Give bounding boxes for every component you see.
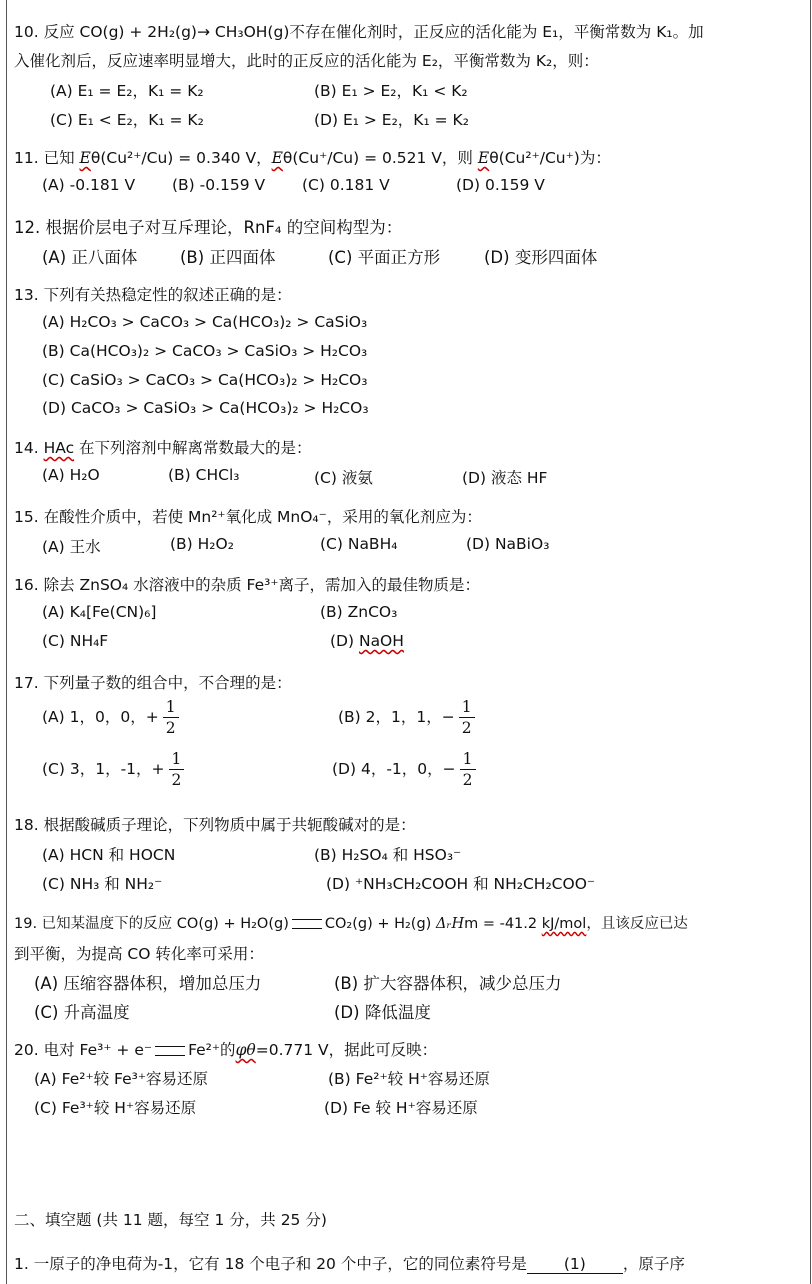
q18-option-a[interactable]: (A) HCN 和 HOCN [42,846,176,864]
q15-stem: 15. 在酸性介质中，若使 Mn²⁺氧化成 MnO₄⁻，采用的氧化剂应为： [14,508,482,526]
q11-option-d[interactable]: (D) 0.159 V [456,176,545,194]
q17-option-a-text: (A) 1，0，0，+ [42,708,159,726]
q20-option-a[interactable]: (A) Fe²⁺较 Fe³⁺容易还原 [34,1070,209,1088]
q17-option-c-fraction [169,749,185,790]
q10-option-c[interactable]: (C) E₁ < E₂，K₁ = K₂ [50,111,204,129]
q14-number: 14. [14,439,44,457]
q13-option-b[interactable]: (B) Ca(HCO₃)₂ > CaCO₃ > CaSiO₃ > H₂CO₃ [42,342,368,360]
q16-option-b[interactable]: (B) ZnCO₃ [320,603,398,621]
q11-potential-symbol-1: E [79,149,91,167]
q10-option-d[interactable]: (D) E₁ > E₂，K₁ = K₂ [314,111,469,129]
q16-option-d-text: NaOH [358,632,404,650]
q14-stem [14,436,312,458]
q14-option-d[interactable]: (D) 液态 HF [462,469,548,487]
q13-option-d[interactable]: (D) CaCO₃ > CaSiO₃ > Ca(HCO₃)₂ > H₂CO₃ [42,399,369,417]
question-14 [14,436,802,490]
q19-stem-line2: 到平衡，为提高 CO 转化率可采用： [14,945,264,963]
question-11 [14,146,802,198]
q11-potential-symbol-3: E [477,149,490,167]
q14-option-a[interactable]: (A) H₂O [42,466,100,484]
q16-option-d[interactable] [330,632,404,650]
q11-stem-part-b: θ(Cu²⁺/Cu) = 0.340 V， [90,149,272,167]
q13-option-a[interactable]: (A) H₂CO₃ > CaCO₃ > Ca(HCO₃)₂ > CaSiO₃ [42,313,368,331]
q18-option-c[interactable]: (C) NH₃ 和 NH₂⁻ [42,875,163,893]
q19-option-a[interactable]: (A) 压缩容器体积，增加总压力 [34,974,262,993]
fraction-denominator: 2 [461,719,472,737]
q16-stem: 16. 除去 ZnSO₄ 水溶液中的杂质 Fe³⁺离子，需加入的最佳物质是： [14,576,481,594]
q18-option-b[interactable]: (B) H₂SO₄ 和 HSO₃⁻ [314,846,462,864]
fraction-denominator: 2 [462,771,473,789]
q19-stem-line1 [14,912,688,933]
q11-option-b[interactable]: (B) -0.159 V [172,176,266,194]
q17-option-a-fraction [163,697,179,738]
question-15 [14,505,802,559]
q10-option-b[interactable]: (B) E₁ > E₂，K₁ < K₂ [314,82,468,100]
q14-option-b[interactable]: (B) CHCl₃ [168,466,240,484]
q17-stem: 17. 下列量子数的组合中，不合理的是： [14,674,292,692]
q12-option-c[interactable]: (C) 平面正方形 [328,248,441,267]
q11-option-a[interactable]: (A) -0.181 V [42,176,136,194]
q10-stem-line1: 10. 反应 CO(g) + 2H₂(g)→ CH₃OH(g)不存在催化剂时，正反应的活化能为 E₁，平衡常数为 K₁。加 [14,23,704,41]
q15-option-b[interactable]: (B) H₂O₂ [170,535,234,553]
fill-question-1 [14,1252,802,1276]
question-20 [14,1038,802,1122]
q20-stem-part-b: Fe²⁺的 [188,1041,236,1059]
question-13 [14,283,802,421]
q19-enthalpy-unit: kJ/mol [541,916,587,932]
q17-option-a[interactable] [42,697,179,738]
fill-1-text-a: 1. 一原子的净电荷为-1，它有 18 个电子和 20 个中子，它的同位素符号是 [14,1255,527,1273]
question-19 [14,912,802,1026]
q20-option-b[interactable]: (B) Fe²⁺较 H⁺容易还原 [328,1070,490,1088]
q19-enthalpy-value: m = -41.2 [464,916,542,932]
q17-option-d-text: (D) 4，-1，0，− [332,760,456,778]
q16-option-d-label: (D) [330,632,359,650]
q14-option-c[interactable]: (C) 液氨 [314,469,373,487]
q17-option-b-fraction [459,697,475,738]
q11-stem-part-d: θ(Cu²⁺/Cu⁺)为： [489,149,611,167]
q17-option-b-text: (B) 2，1，1，− [338,708,455,726]
q11-stem [14,146,611,168]
q12-option-a[interactable]: (A) 正八面体 [42,248,138,267]
q20-option-c[interactable]: (C) Fe³⁺较 H⁺容易还原 [34,1099,197,1117]
q13-option-c[interactable]: (C) CaSiO₃ > CaCO₃ > Ca(HCO₃)₂ > H₂CO₃ [42,371,368,389]
q18-option-d[interactable]: (D) ⁺NH₃CH₂COOH 和 NH₂CH₂COO⁻ [326,875,596,893]
q18-stem: 18. 根据酸碱质子理论，下列物质中属于共轭酸碱对的是： [14,816,416,834]
q15-option-c[interactable]: (C) NaBH₄ [320,535,398,553]
equilibrium-arrow-icon [155,1046,185,1056]
q20-option-d[interactable]: (D) Fe 较 H⁺容易还原 [324,1099,478,1117]
q13-stem: 13. 下列有关热稳定性的叙述正确的是： [14,286,292,304]
fill-1-stem [14,1252,685,1274]
q19-enthalpy-symbol: ΔᵣH [435,916,465,932]
q10-stem-line2: 入催化剂后，反应速率明显增大，此时的正反应的活化能为 E₂，平衡常数为 K₂，则： [14,52,599,70]
question-16 [14,573,802,655]
q19-stem-part-a: 19. 已知某温度下的反应 CO(g) + H₂O(g) [14,916,289,932]
q15-option-a[interactable]: (A) 王水 [42,538,101,556]
q14-stem-text: 在下列溶剂中解离常数最大的是： [74,439,312,457]
q11-potential-symbol-2: E [271,149,283,167]
question-12 [14,214,802,268]
q17-option-d[interactable] [332,749,476,790]
q14-hac-term: HAc [43,439,75,457]
q10-option-a[interactable]: (A) E₁ = E₂，K₁ = K₂ [50,82,204,100]
fraction-numerator: 1 [169,749,185,770]
q17-option-c-text: (C) 3，1，-1，+ [42,760,165,778]
section-2-title: 二、填空题 (共 11 题，每空 1 分，共 25 分) [14,1211,327,1229]
fraction-numerator: 1 [459,697,475,718]
fraction-denominator: 2 [171,771,182,789]
q20-stem-part-c: =0.771 V，据此可反映： [255,1041,438,1059]
fraction-numerator: 1 [163,697,179,718]
q19-option-c[interactable]: (C) 升高温度 [34,1003,130,1022]
fill-1-blank[interactable]: (1) [527,1255,623,1274]
fraction-denominator: 2 [165,719,176,737]
q19-option-b[interactable]: (B) 扩大容器体积，减少总压力 [334,974,562,993]
question-18 [14,813,802,895]
q11-stem-part-a: 11. 已知 [14,149,80,167]
fill-1-text-b: ，原子序 [622,1255,685,1273]
q19-stem-part-b: CO₂(g) + H₂(g) [324,916,436,932]
q19-option-d[interactable]: (D) 降低温度 [334,1003,431,1022]
q11-option-c[interactable]: (C) 0.181 V [302,176,390,194]
section-2-header [14,1208,802,1232]
question-17 [14,671,802,803]
q12-option-b[interactable]: (B) 正四面体 [180,248,276,267]
equilibrium-arrow-icon [292,919,322,929]
q12-option-d[interactable]: (D) 变形四面体 [484,248,598,267]
q20-stem-part-a: 20. 电对 Fe³⁺ + e⁻ [14,1041,153,1059]
q15-option-d[interactable]: (D) NaBiO₃ [466,535,550,553]
q12-stem: 12. 根据价层电子对互斥理论，RnF₄ 的空间构型为： [14,218,403,237]
question-10 [14,20,802,130]
fraction-numerator: 1 [460,749,476,770]
q20-potential-symbol: φθ [235,1041,256,1059]
q16-option-c[interactable]: (C) NH₄F [42,632,109,650]
q16-option-a[interactable]: (A) K₄[Fe(CN)₆] [42,603,157,621]
q17-option-c[interactable] [42,749,184,790]
q17-option-b[interactable] [338,697,475,738]
q17-option-d-fraction [460,749,476,790]
q11-stem-part-c: θ(Cu⁺/Cu) = 0.521 V，则 [282,149,478,167]
q19-stem-part-d: ，且该反应已达 [586,916,688,932]
q20-stem [14,1038,437,1060]
